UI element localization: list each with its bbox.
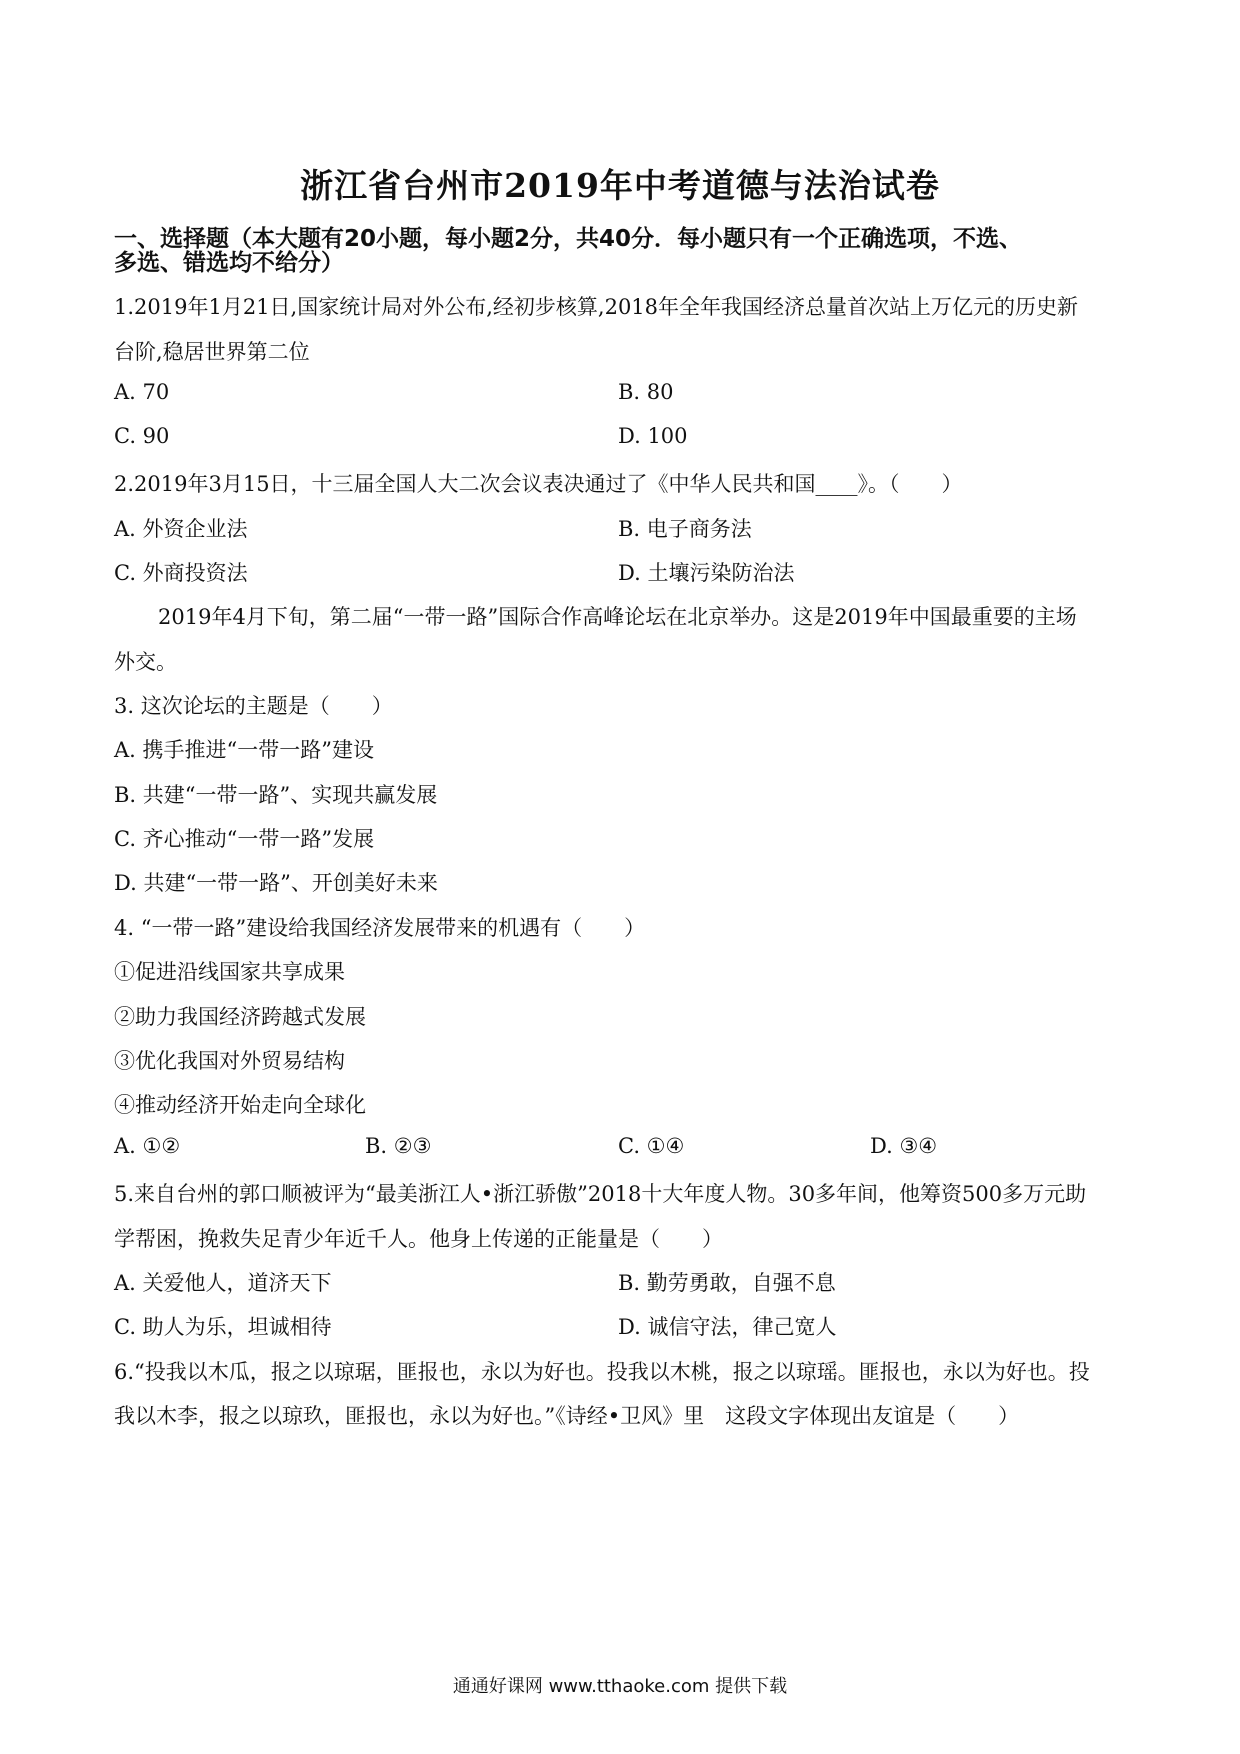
question-5-stem-line-2: 学帮困，挽救失足青少年近千人。他身上传递的正能量是（ ） — [114, 1227, 723, 1251]
page-title: 浙江省台州市2019年中考道德与法治试卷 — [300, 166, 940, 205]
material-line-2: 外交。 — [114, 650, 177, 674]
question-4-option-c: C. ①④ — [618, 1134, 685, 1158]
section-heading-line-1: 一、选择题（本大题有20小题，每小题2分，共40分．每小题只有一个正确选项，不选、 — [114, 226, 1023, 252]
question-4-item-4: ④推动经济开始走向全球化 — [114, 1093, 366, 1117]
question-5-option-b: B. 勤劳勇敢，自强不息 — [618, 1271, 836, 1295]
question-6-stem-line-1: 6.“投我以木瓜，报之以琼琚，匪报也，永以为好也。投我以木桃，报之以琼瑶。匪报也，永以为好也。投 — [114, 1360, 1090, 1384]
question-1-option-b: B. 80 — [618, 380, 674, 404]
question-3-option-c: C. 齐心推动“一带一路”发展 — [114, 827, 375, 851]
question-4-option-b: B. ②③ — [365, 1134, 432, 1158]
question-1-stem-line-2: 台阶,稳居世界第二位 — [114, 340, 310, 364]
question-1-option-d: D. 100 — [618, 424, 688, 448]
question-4-option-d: D. ③④ — [870, 1134, 938, 1158]
question-4-item-1: ①促进沿线国家共享成果 — [114, 960, 345, 984]
material-line-1: 2019年4月下旬，第二届“一带一路”国际合作高峰论坛在北京举办。这是2019年中国最重要的主场 — [158, 605, 1077, 629]
question-4-item-2: ②助力我国经济跨越式发展 — [114, 1005, 366, 1029]
question-3-option-b: B. 共建“一带一路”、实现共赢发展 — [114, 783, 438, 807]
page-footer: 通通好课网 www.tthaoke.com 提供下载 — [452, 1676, 788, 1697]
question-2-option-c: C. 外商投资法 — [114, 561, 248, 585]
question-2-stem: 2.2019年3月15日，十三届全国人大二次会议表决通过了《中华人民共和国____》。（ ） — [114, 472, 963, 496]
question-3-stem: 3. 这次论坛的主题是（ ） — [114, 694, 393, 718]
question-5-option-c: C. 助人为乐，坦诚相待 — [114, 1315, 332, 1339]
question-4-stem: 4. “一带一路”建设给我国经济发展带来的机遇有（ ） — [114, 916, 646, 940]
question-5-option-a: A. 关爱他人，道济天下 — [114, 1271, 332, 1295]
question-6-stem-line-2: 我以木李，报之以琼玖，匪报也，永以为好也。”《诗经•卫风》里 这段文字体现出友谊是（ ） — [114, 1404, 1020, 1428]
question-4-item-3: ③优化我国对外贸易结构 — [114, 1049, 345, 1073]
question-1-option-c: C. 90 — [114, 424, 170, 448]
question-2-option-d: D. 土壤污染防治法 — [618, 561, 795, 585]
question-5-option-d: D. 诚信守法，律己宽人 — [618, 1315, 837, 1339]
question-3-option-a: A. 携手推进“一带一路”建设 — [114, 738, 374, 762]
question-4-option-a: A. ①② — [114, 1134, 181, 1158]
question-1-stem-line-1: 1.2019年1月21日,国家统计局对外公布,经初步核算,2018年全年我国经济总量首次站上万亿元的历史新 — [114, 295, 1079, 319]
question-3-option-d: D. 共建“一带一路”、开创美好未来 — [114, 871, 438, 895]
section-heading-line-2: 多选、错选均不给分） — [114, 250, 344, 276]
question-5-stem-line-1: 5.来自台州的郭口顺被评为“最美浙江人•浙江骄傲”2018十大年度人物。30多年间，他筹资500多万元助 — [114, 1182, 1087, 1206]
question-1-option-a: A. 70 — [114, 380, 170, 404]
question-2-option-b: B. 电子商务法 — [618, 517, 752, 541]
question-2-option-a: A. 外资企业法 — [114, 517, 248, 541]
